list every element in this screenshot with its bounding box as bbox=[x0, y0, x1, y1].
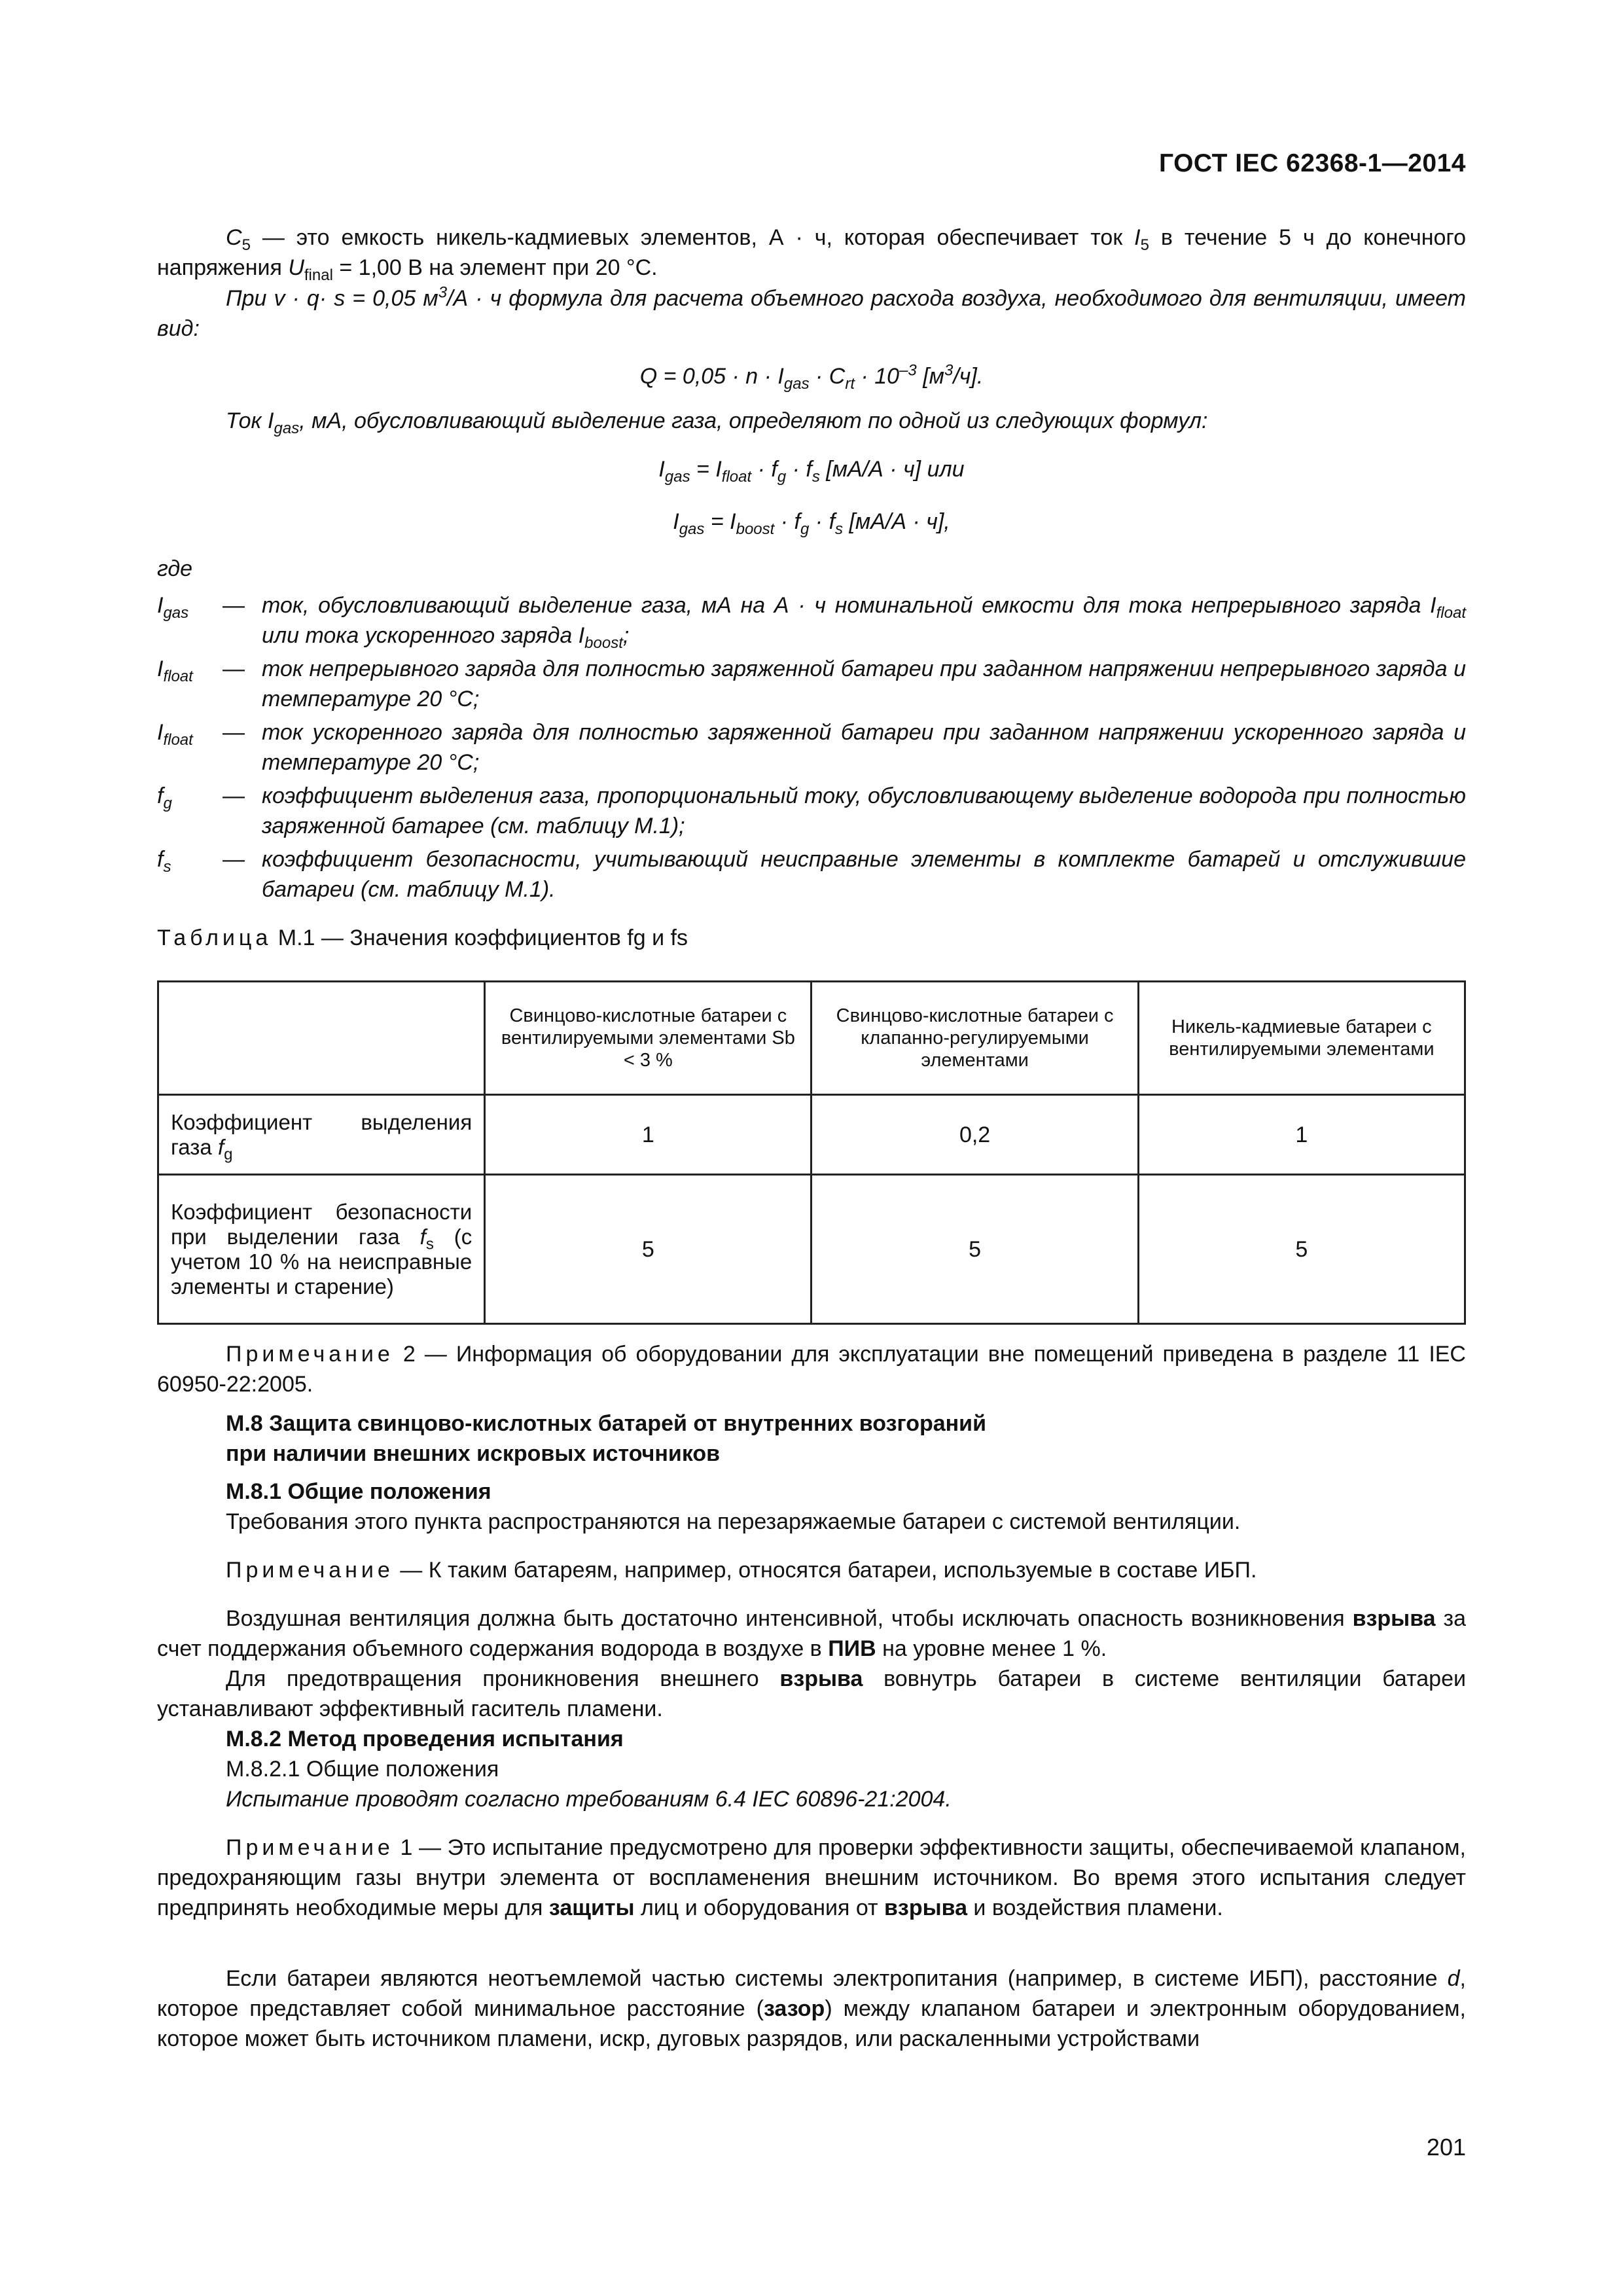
table-header-cell bbox=[158, 982, 485, 1095]
table-header-cell: Свинцово-кислотные батареи с вентилируемыми элементами Sb < 3 % bbox=[485, 982, 812, 1095]
paragraph-tok-igas: Ток $I_{gas}$, мА, обусловливающий выделение газа, определяют по одной из следующих формул: bbox=[226, 408, 1208, 437]
row-label-fg: Коэффициент выделения газа $f_g$ bbox=[158, 1095, 485, 1175]
section-m8-title: М.8 Защита свинцово-кислотных батарей от внутренних возгораний при наличии внешних искровых источников bbox=[226, 1411, 986, 1466]
paragraph-distance-d: Если батареи являются неотъемлемой частью системы электропитания (например, в системе ИБП), расстояние d, которое представляет собой минимальное расстояние (зазор) между клапаном батареи и электронным оборудованием, которое может быть источником пламени, искр, дуговых разрядов, или раскаленными устройствами bbox=[157, 1966, 1466, 2051]
definition-fg: $f_g$ — коэффициент выделения газа, пропорциональный току, обусловливающему выделение водорода при полностью заряженной батарее (см. таблицу М.1); bbox=[157, 783, 1466, 838]
definition-iboost: $I_{float}$ — ток ускоренного заряда для полностью заряженной батареи при заданном напряжении ускоренного заряда и температуре 20 °C; bbox=[157, 720, 1466, 775]
note-2: Примечание 2 — Информация об оборудовании для эксплуатации вне помещений приведена в разделе 11 IEC 60950-22:2005. bbox=[157, 1342, 1466, 1397]
table-cell: 5 bbox=[812, 1175, 1138, 1324]
table-caption: Таблица М.1 — Значения коэффициентов fg и fs bbox=[157, 925, 688, 950]
table-cell: 1 bbox=[1138, 1095, 1465, 1175]
section-m81-title: М.8.1 Общие положения bbox=[226, 1479, 491, 1504]
table-cell: 1 bbox=[485, 1095, 812, 1175]
paragraph-ventilation: Воздушная вентиляция должна быть достаточно интенсивной, чтобы исключать опасность возникновения взрыва за счет поддержания объемного содержания водорода в воздухе в ПИВ на уровне менее 1 %. bbox=[157, 1606, 1466, 1661]
table-cell: 5 bbox=[485, 1175, 812, 1324]
section-m82-title: М.8.2 Метод проведения испытания bbox=[226, 1727, 624, 1751]
definition-fs: $f_s$ — коэффициент безопасности, учитывающий неисправные элементы в комплекте батарей и отслужившие батареи (см. таблицу М.1). bbox=[157, 847, 1466, 902]
definition-ifloat: $I_{float}$ — ток непрерывного заряда для полностью заряженной батареи при заданном напряжении непрерывного заряда и температуре 20 °C; bbox=[157, 656, 1466, 711]
where-label: где bbox=[157, 556, 193, 581]
coefficients-table bbox=[157, 980, 1466, 1325]
paragraph-flame-arrester: Для предотвращения проникновения внешнего взрыва вовнутрь батареи в системе вентиляции батареи устанавливают эффективный гаситель пламени. bbox=[157, 1666, 1466, 1721]
note-1: Примечание 1 — Это испытание предусмотрено для проверки эффективности защиты, обеспечиваемой клапаном, предохраняющим газы внутри элемента от воспламенения внешним источником. Во время этого испытания следует предпринять необходимые меры для защиты лиц и оборудования от взрыва и воздействия пламени. bbox=[157, 1835, 1466, 1920]
paragraph-formula-intro: При v · q· s = 0,05 $м^3/А \cdot ч$ формула для расчета объемного расхода воздуха, необходимого для вентиляции, имеет вид: bbox=[157, 283, 1466, 341]
table-header-row bbox=[158, 982, 1465, 1095]
formula-igas-boost: $I_{gas} = I_{boost} \cdot f_g \cdot f_s$ [мА/А · ч], bbox=[673, 509, 950, 538]
table-row bbox=[158, 1175, 1465, 1324]
standard-header: ГОСТ IEC 62368-1—2014 bbox=[1158, 149, 1466, 177]
section-m81-text: Требования этого пункта распространяются на перезаряжаемые батареи с системой вентиляции. bbox=[226, 1509, 1241, 1534]
formula-q: $Q = 0,05 \cdot n \cdot I_{gas} \cdot C_{rt} \cdot 10^{-3}$ $[м^3/ч]$. bbox=[639, 361, 984, 393]
row-label-fs: Коэффициент безопасности при выделении газа $f_s$ (с учетом 10 % на неисправные элементы и старение) bbox=[158, 1175, 485, 1324]
symbol-definitions bbox=[157, 590, 1466, 908]
table-header-cell: Свинцово-кислотные батареи с клапанно-регулируемыми элементами bbox=[812, 982, 1138, 1095]
table-cell: 5 bbox=[1138, 1175, 1465, 1324]
formula-igas-float: $I_{gas} = I_{float} \cdot f_g \cdot f_s$ [мА/А · ч] или bbox=[658, 457, 965, 486]
table-cell: 0,2 bbox=[812, 1095, 1138, 1175]
definition-igas: $I_{gas}$ — ток, обусловливающий выделение газа, мА на А · ч номинальной емкости для тока непрерывного заряда $I_{float}$ или тока ускоренного заряда $I_{boost}$; bbox=[157, 593, 1466, 652]
note-m81: Примечание — К таким батареям, например, относятся батареи, используемые в составе ИБП. bbox=[226, 1558, 1257, 1583]
section-m821-text: Испытание проводят согласно требованиям 6.4 IEC 60896-21:2004. bbox=[226, 1787, 952, 1812]
table-row bbox=[158, 1095, 1465, 1175]
page-number: 201 bbox=[1426, 2134, 1466, 2161]
table-header-cell: Никель-кадмиевые батареи с вентилируемыми элементами bbox=[1138, 982, 1465, 1095]
paragraph-c5-definition: $C_5$ — это емкость никель-кадмиевых элементов, А · ч, которая обеспечивает ток $I_5$ в течение 5 ч до конечного напряжения $U_{final} = 1,00$ В на элемент при 20 °C. bbox=[157, 225, 1466, 284]
section-m821-title: М.8.2.1 Общие положения bbox=[226, 1757, 499, 1782]
